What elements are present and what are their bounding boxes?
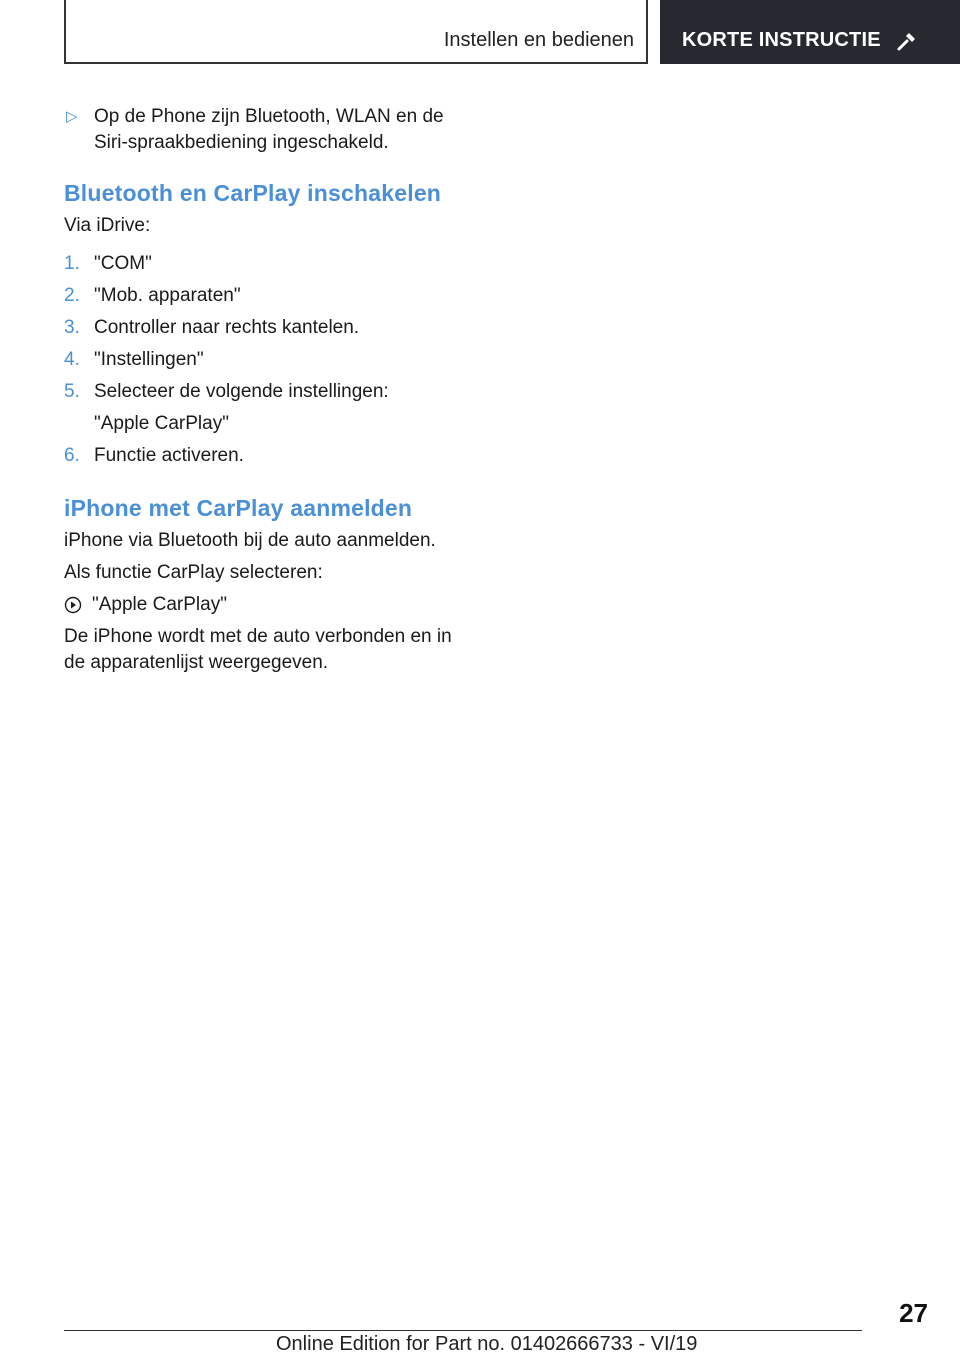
footer-edition: Online Edition for Part no. 01402666733 - VI/19 [276,1333,698,1355]
paragraph: De iPhone wordt met de auto verbonden en in de apparatenlijst weergegeven. [64,626,452,673]
header-section-box [64,0,648,64]
play-circle-icon [64,596,82,614]
step-item [64,315,464,341]
step-text: "COM" [94,253,152,274]
step-number: 6. [64,445,80,466]
step-item [64,283,464,309]
step-text: Functie activeren. [94,445,244,466]
wrench-icon [896,30,918,52]
step-number: 3. [64,317,80,338]
triangle-bullet-icon: ▷ [66,108,78,125]
step-text: "Mob. apparaten" [94,285,241,306]
precondition-text: Op de Phone zijn Bluetooth, WLAN en de Siri-spraakbediening ingeschakeld. [94,106,444,153]
section-heading: iPhone met CarPlay aanmelden [64,495,413,521]
menu-item-line [64,592,464,618]
step-text: Selecteer de volgende instellingen: [94,381,389,402]
footer-divider [64,1330,862,1331]
chapter-title: KORTE INSTRUCTIE [682,29,881,51]
step-item [64,443,464,469]
step-item [64,251,464,277]
step-item [64,347,464,373]
step-sub-item: "Apple CarPlay" [94,413,229,434]
lead-text: Via iDrive: [64,215,151,236]
step-number: 1. [64,253,80,274]
section-title: Instellen en bedienen [443,29,634,51]
menu-item-text: "Apple CarPlay" [92,594,227,615]
main-content [64,104,464,676]
step-number: 4. [64,349,80,370]
step-number: 5. [64,381,80,402]
step-item [64,379,464,405]
paragraph: Als functie CarPlay selecteren: [64,562,323,583]
precondition-bullet [64,104,464,156]
page-number: 27 [899,1298,928,1328]
paragraph: iPhone via Bluetooth bij de auto aanmelden. [64,530,436,551]
step-number: 2. [64,285,80,306]
step-text: "Instellingen" [94,349,204,370]
section-heading: Bluetooth en CarPlay inschakelen [64,180,442,206]
step-text: Controller naar rechts kantelen. [94,317,360,338]
step-list [64,251,464,469]
